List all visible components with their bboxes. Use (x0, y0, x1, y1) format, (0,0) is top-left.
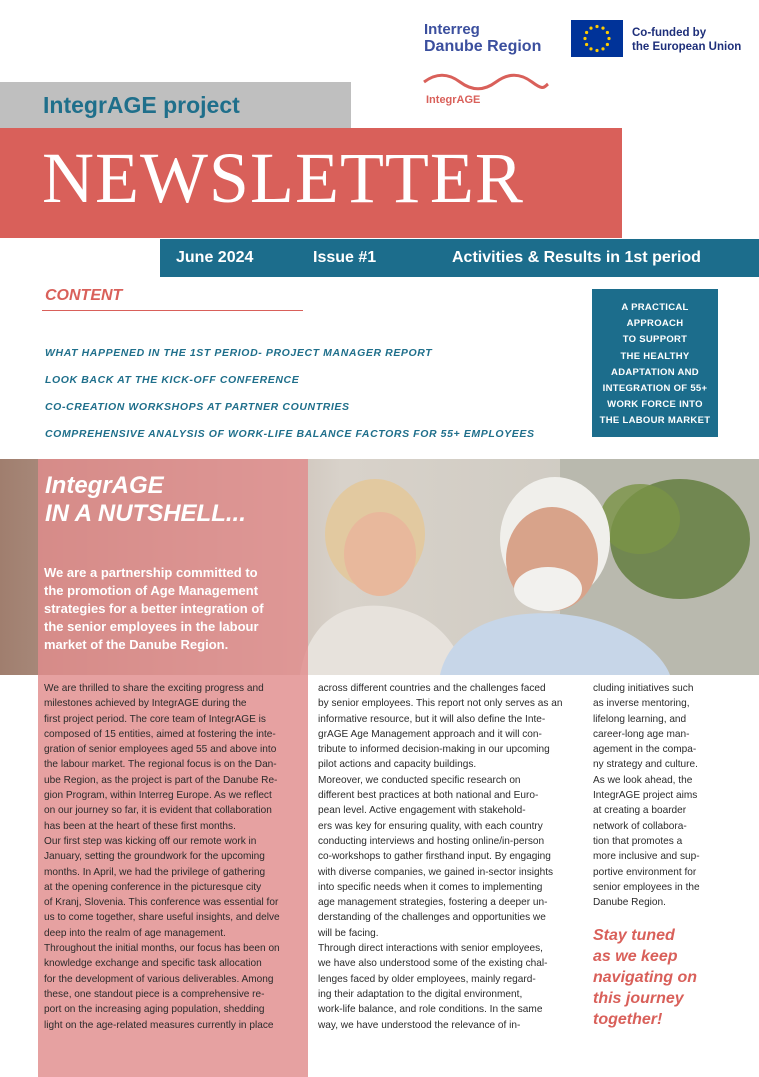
body-line: pean level. Active engagement with stakehold- (318, 805, 526, 817)
body-line: tribute to informed decision-making in our upcoming (318, 744, 550, 756)
body-line: at creating a boarder (593, 805, 687, 817)
body-line: as inverse mentoring, (593, 698, 690, 710)
body-line: cluding initiatives such (593, 683, 694, 694)
body-line: age management strategies, fostering a deeper un- (318, 897, 548, 909)
body-column-3 (593, 681, 723, 910)
tagline-line: TO SUPPORT (622, 334, 688, 346)
eu-star-icon (585, 43, 588, 46)
body-line: composed of 15 entities, aimed at fostering the inte- (44, 728, 276, 740)
tagline-line: ADAPTATION AND (611, 366, 699, 378)
body-line: tion that promotes a (593, 835, 683, 847)
closing-line: Stay tuned (593, 927, 675, 944)
nutshell-title (45, 472, 246, 528)
integrage-logo-text: IntegrAGE (426, 94, 481, 106)
body-line: ing their adaptation to the digital environment, (318, 988, 523, 1000)
nutshell-intro (44, 564, 302, 654)
body-line: into specific needs when it comes to implementing (318, 881, 543, 893)
body-line: us to come together, share useful insights, and delve (44, 912, 280, 924)
body-line: across different countries and the challenges faced (318, 683, 546, 694)
body-line: the labour market. The regional focus is on the Dan- (44, 759, 277, 771)
body-line: port on the increasing aging population, shedding (44, 1004, 265, 1016)
eu-star-icon (601, 47, 604, 50)
eu-cofunded-line1: Co-funded by (632, 27, 707, 39)
body-line: Through direct interactions with senior employees, (318, 943, 543, 955)
eu-star-icon (583, 37, 586, 40)
body-line: we have also understood some of the existing chal- (318, 958, 548, 970)
body-line: senior employees in the (593, 881, 700, 893)
toc-item[interactable]: CO-CREATION WORKSHOPS AT PARTNER COUNTRIES (45, 401, 350, 413)
body-line: for the development of various deliverables. Among (44, 973, 274, 985)
body-line: ny strategy and culture. (593, 759, 698, 771)
body-line: of Kranj, Slovenia. This conference was essential for (44, 897, 279, 909)
masthead-title: NEWSLETTER (42, 138, 524, 218)
body-line: Moreover, we conducted specific research on (318, 774, 521, 786)
issue-date: June 2024 (176, 249, 254, 266)
body-line: co-workshops to gather firsthand input. By engaging (318, 851, 551, 863)
body-line: more inclusive and sup- (593, 851, 700, 863)
tagline-line: THE HEALTHY (620, 350, 690, 362)
eu-star-icon (606, 43, 609, 46)
body-line: lenges faced by older employees, mainly regard- (318, 973, 536, 985)
body-line: conducting interviews and hosting online/in-person (318, 835, 545, 847)
eu-star-icon (589, 47, 592, 50)
eu-star-icon (606, 31, 609, 34)
body-line: Our first step was kicking off our remote work in (44, 835, 257, 847)
tagline-line: WORK FORCE INTO (607, 399, 703, 411)
nutshell-title-line2: IN A NUTSHELL... (45, 500, 246, 527)
body-line: pilot actions and capacity buildings. (318, 759, 477, 771)
project-title: IntegrAGE project (43, 92, 240, 118)
body-column-1 (44, 681, 303, 1033)
issue-number: Issue #1 (313, 249, 377, 266)
body-line: Danube Region. (593, 897, 666, 909)
tagline-line: A PRACTICAL (621, 302, 689, 313)
body-line: milestones achieved by IntegrAGE during the (44, 698, 247, 710)
body-line: IntegrAGE project aims (593, 790, 698, 802)
body-line: lifelong learning, and (593, 713, 687, 725)
toc-item[interactable]: WHAT HAPPENED IN THE 1ST PERIOD- PROJECT MANAGER REPORT (45, 347, 433, 359)
body-line: by senior employees. This report not only serves as an (318, 698, 563, 710)
body-line: light on the age-related measures currently in place (44, 1019, 274, 1031)
closing-line: together! (593, 1011, 663, 1028)
body-line: different best practices at both national and Euro- (318, 790, 539, 802)
intro-line: strategies for a better integration of (44, 601, 264, 616)
eu-star-icon (595, 49, 598, 52)
interreg-logo-line2: Danube Region (424, 38, 542, 55)
body-line: grAGE Age Management approach and it will con- (318, 728, 542, 740)
intro-line: the promotion of Age Management (44, 583, 259, 598)
body-line: January, setting the groundwork for the upcoming (44, 851, 265, 863)
nutshell-title-line1: IntegrAGE (45, 472, 164, 499)
interreg-logo (424, 22, 541, 55)
wave-logo-icon (422, 71, 550, 93)
body-line: network of collabora- (593, 820, 687, 832)
content-heading: CONTENT (45, 287, 123, 304)
toc-item[interactable]: LOOK BACK AT THE KICK-OFF CONFERENCE (45, 374, 300, 386)
intro-line: the senior employees in the labour (44, 619, 259, 634)
body-line: gion Program, within Interreg Europe. As we reflect (44, 790, 272, 802)
body-line: way, we have understood the relevance of in- (318, 1019, 521, 1031)
intro-line: We are a partnership committed to (44, 565, 258, 580)
body-line: As we look ahead, the (593, 774, 693, 786)
toc-item[interactable]: COMPREHENSIVE ANALYSIS OF WORK-LIFE BALANCE FACTORS FOR 55+ EMPLOYEES (45, 428, 535, 440)
body-line: deep into the realm of age management. (44, 927, 226, 939)
body-line: work-life balance, and role conditions. In the same (318, 1004, 543, 1016)
body-line: Throughout the initial months, our focus has been on (44, 943, 280, 955)
body-line: ers was key for ensuring quality, with each country (318, 820, 543, 832)
tagline-line: INTEGRATION OF 55+ (602, 383, 708, 395)
body-line: career-long age man- (593, 728, 690, 740)
body-line: first project period. The core team of IntegrAGE is (44, 713, 266, 725)
issue-subtitle: Activities & Results in 1st period (452, 249, 701, 266)
eu-star-icon (601, 27, 604, 30)
body-line: portive environment for (593, 866, 697, 878)
body-line: has been at the heart of these first months. (44, 820, 236, 832)
eu-star-icon (595, 25, 598, 28)
body-line: derstanding of the challenges and opportunities we (318, 912, 546, 924)
eu-star-icon (585, 31, 588, 34)
tagline-box (592, 289, 718, 437)
intro-line: market of the Danube Region. (44, 637, 229, 652)
content-divider (42, 310, 303, 311)
eu-star-icon (607, 37, 610, 40)
closing-line: as we keep (593, 948, 678, 965)
eu-cofunded-label (632, 26, 741, 54)
body-line: agement in the compa- (593, 744, 697, 756)
body-line: gration of senior employees aged 55 and above into (44, 744, 277, 756)
eu-flag-icon (571, 20, 623, 57)
body-column-2 (318, 681, 580, 1033)
body-line: informative resource, but it will also define the Inte- (318, 713, 546, 725)
closing-callout (593, 925, 697, 1030)
body-line: ube Region, as the project is part of the Danube Re- (44, 774, 278, 786)
closing-line: navigating on (593, 969, 697, 986)
tagline-line: APPROACH (626, 318, 684, 330)
body-line: months. In April, we had the privilege of gathering (44, 866, 266, 878)
body-line: will be facing. (318, 927, 379, 939)
tagline-line: THE LABOUR MARKET (599, 415, 711, 427)
body-line: on our journey so far, it is evident that collaboration (44, 805, 272, 817)
eu-cofunded-line2: the European Union (632, 41, 742, 53)
body-line: these, one standout piece is a comprehensive re- (44, 988, 265, 1000)
body-line: knowledge exchange and specific task allocation (44, 958, 262, 970)
body-line: with diverse companies, we gained in-sector insights (318, 866, 554, 878)
body-line: We are thrilled to share the exciting progress and (44, 683, 264, 694)
interreg-logo-line1: Interreg (424, 21, 480, 38)
eu-star-icon (589, 27, 592, 30)
body-line: at the opening conference in the picturesque city (44, 881, 262, 893)
closing-line: this journey (593, 990, 684, 1007)
